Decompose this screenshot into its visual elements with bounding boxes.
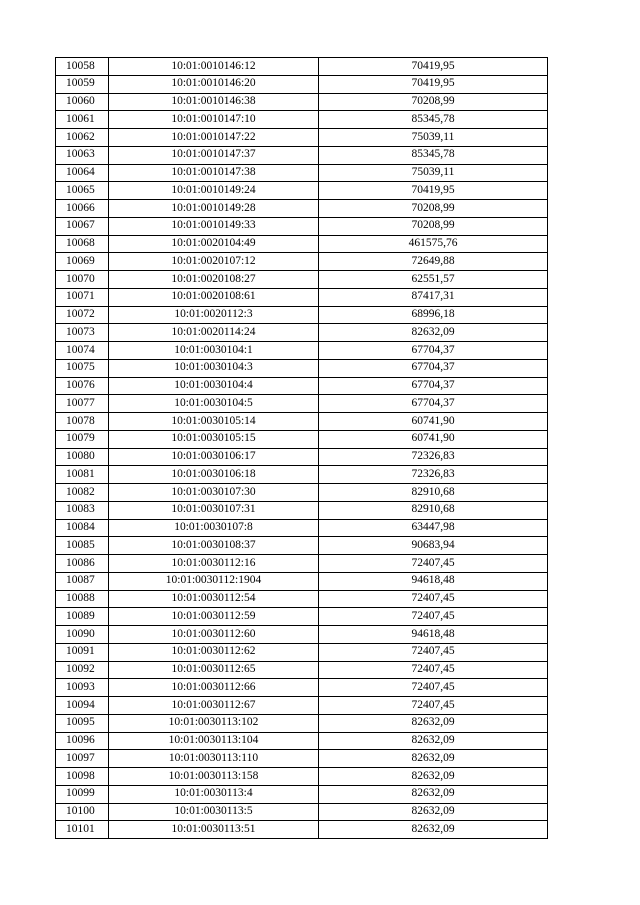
row-number-cell: 10068 [56, 235, 109, 253]
cadastral-number-cell: 10:01:0030104:3 [109, 359, 319, 377]
row-number-cell: 10088 [56, 590, 109, 608]
cadastral-number-cell: 10:01:0020108:27 [109, 271, 319, 289]
value-cell: 82632,09 [319, 803, 548, 821]
row-number-cell: 10082 [56, 484, 109, 502]
value-cell: 82632,09 [319, 732, 548, 750]
value-cell: 70419,95 [319, 58, 548, 76]
table-row [56, 519, 548, 537]
table-row [56, 501, 548, 519]
table-row [56, 750, 548, 768]
value-cell: 72407,45 [319, 697, 548, 715]
row-number-cell: 10079 [56, 430, 109, 448]
value-cell: 75039,11 [319, 164, 548, 182]
cadastral-number-cell: 10:01:0030112:66 [109, 679, 319, 697]
table-row [56, 324, 548, 342]
table-row [56, 271, 548, 289]
table-row [56, 129, 548, 147]
table-row [56, 288, 548, 306]
value-cell: 67704,37 [319, 359, 548, 377]
table-row [56, 484, 548, 502]
table-row [56, 661, 548, 679]
cadastral-number-cell: 10:01:0030112:1904 [109, 572, 319, 590]
table-row [56, 572, 548, 590]
cadastral-number-cell: 10:01:0030113:4 [109, 785, 319, 803]
cadastral-number-cell: 10:01:0030112:65 [109, 661, 319, 679]
cadastral-number-cell: 10:01:0010149:24 [109, 182, 319, 200]
value-cell: 82632,09 [319, 768, 548, 786]
cadastral-number-cell: 10:01:0030112:59 [109, 608, 319, 626]
row-number-cell: 10083 [56, 501, 109, 519]
row-number-cell: 10059 [56, 75, 109, 93]
table-row [56, 590, 548, 608]
value-cell: 68996,18 [319, 306, 548, 324]
table-row [56, 253, 548, 271]
cadastral-number-cell: 10:01:0020114:24 [109, 324, 319, 342]
value-cell: 72407,45 [319, 590, 548, 608]
table-row [56, 697, 548, 715]
cadastral-number-cell: 10:01:0030113:102 [109, 714, 319, 732]
row-number-cell: 10078 [56, 413, 109, 431]
cadastral-number-cell: 10:01:0030108:37 [109, 537, 319, 555]
table-row [56, 466, 548, 484]
row-number-cell: 10080 [56, 448, 109, 466]
cadastral-number-cell: 10:01:0020108:61 [109, 288, 319, 306]
value-cell: 70208,99 [319, 93, 548, 111]
table-row [56, 537, 548, 555]
row-number-cell: 10073 [56, 324, 109, 342]
value-cell: 62551,57 [319, 271, 548, 289]
table-row [56, 342, 548, 360]
table-row [56, 413, 548, 431]
row-number-cell: 10099 [56, 785, 109, 803]
row-number-cell: 10094 [56, 697, 109, 715]
value-cell: 461575,76 [319, 235, 548, 253]
value-cell: 72649,88 [319, 253, 548, 271]
value-cell: 85345,78 [319, 146, 548, 164]
row-number-cell: 10067 [56, 217, 109, 235]
row-number-cell: 10060 [56, 93, 109, 111]
value-cell: 70419,95 [319, 75, 548, 93]
row-number-cell: 10066 [56, 200, 109, 218]
cadastral-number-cell: 10:01:0030113:51 [109, 821, 319, 839]
row-number-cell: 10058 [56, 58, 109, 76]
value-cell: 67704,37 [319, 342, 548, 360]
row-number-cell: 10063 [56, 146, 109, 164]
table-row [56, 75, 548, 93]
value-cell: 82632,09 [319, 714, 548, 732]
cadastral-number-cell: 10:01:0010147:38 [109, 164, 319, 182]
value-cell: 70208,99 [319, 217, 548, 235]
row-number-cell: 10062 [56, 129, 109, 147]
value-cell: 60741,90 [319, 430, 548, 448]
table-row [56, 555, 548, 573]
table-row [56, 182, 548, 200]
table-row [56, 679, 548, 697]
value-cell: 67704,37 [319, 395, 548, 413]
table-row [56, 803, 548, 821]
cadastral-number-cell: 10:01:0030112:60 [109, 626, 319, 644]
cadastral-number-cell: 10:01:0030106:18 [109, 466, 319, 484]
row-number-cell: 10093 [56, 679, 109, 697]
cadastral-number-cell: 10:01:0030113:158 [109, 768, 319, 786]
cadastral-number-cell: 10:01:0030113:5 [109, 803, 319, 821]
row-number-cell: 10101 [56, 821, 109, 839]
cadastral-number-cell: 10:01:0010149:28 [109, 200, 319, 218]
value-cell: 70419,95 [319, 182, 548, 200]
table-row [56, 111, 548, 129]
cadastral-number-cell: 10:01:0010146:12 [109, 58, 319, 76]
cadastral-number-cell: 10:01:0030113:104 [109, 732, 319, 750]
cadastral-number-cell: 10:01:0020112:3 [109, 306, 319, 324]
row-number-cell: 10090 [56, 626, 109, 644]
table-row [56, 430, 548, 448]
row-number-cell: 10070 [56, 271, 109, 289]
cadastral-number-cell: 10:01:0020107:12 [109, 253, 319, 271]
value-cell: 87417,31 [319, 288, 548, 306]
cadastral-number-cell: 10:01:0010147:37 [109, 146, 319, 164]
table-row [56, 785, 548, 803]
cadastral-number-cell: 10:01:0010146:20 [109, 75, 319, 93]
value-cell: 72407,45 [319, 608, 548, 626]
cadastral-number-cell: 10:01:0010149:33 [109, 217, 319, 235]
cadastral-number-cell: 10:01:0030106:17 [109, 448, 319, 466]
row-number-cell: 10089 [56, 608, 109, 626]
row-number-cell: 10072 [56, 306, 109, 324]
cadastral-number-cell: 10:01:0030104:5 [109, 395, 319, 413]
value-cell: 72407,45 [319, 555, 548, 573]
cadastral-number-cell: 10:01:0010146:38 [109, 93, 319, 111]
table-row [56, 359, 548, 377]
cadastral-number-cell: 10:01:0030112:16 [109, 555, 319, 573]
row-number-cell: 10087 [56, 572, 109, 590]
value-cell: 63447,98 [319, 519, 548, 537]
row-number-cell: 10076 [56, 377, 109, 395]
cadastral-number-cell: 10:01:0030104:1 [109, 342, 319, 360]
row-number-cell: 10061 [56, 111, 109, 129]
row-number-cell: 10074 [56, 342, 109, 360]
value-cell: 82910,68 [319, 484, 548, 502]
value-cell: 75039,11 [319, 129, 548, 147]
table-row [56, 306, 548, 324]
table-row [56, 235, 548, 253]
cadastral-number-cell: 10:01:0030105:14 [109, 413, 319, 431]
cadastral-value-table [55, 57, 548, 839]
value-cell: 90683,94 [319, 537, 548, 555]
value-cell: 94618,48 [319, 626, 548, 644]
cadastral-number-cell: 10:01:0010147:10 [109, 111, 319, 129]
value-cell: 82910,68 [319, 501, 548, 519]
value-cell: 72326,83 [319, 466, 548, 484]
value-cell: 60741,90 [319, 413, 548, 431]
value-cell: 70208,99 [319, 200, 548, 218]
row-number-cell: 10084 [56, 519, 109, 537]
row-number-cell: 10100 [56, 803, 109, 821]
cadastral-number-cell: 10:01:0030113:110 [109, 750, 319, 768]
row-number-cell: 10075 [56, 359, 109, 377]
row-number-cell: 10097 [56, 750, 109, 768]
row-number-cell: 10065 [56, 182, 109, 200]
table-body [56, 58, 548, 839]
table-row [56, 146, 548, 164]
value-cell: 72407,45 [319, 679, 548, 697]
table-row [56, 217, 548, 235]
value-cell: 82632,09 [319, 750, 548, 768]
value-cell: 82632,09 [319, 821, 548, 839]
table-row [56, 448, 548, 466]
table-row [56, 768, 548, 786]
table-row [56, 732, 548, 750]
row-number-cell: 10096 [56, 732, 109, 750]
row-number-cell: 10069 [56, 253, 109, 271]
value-cell: 72407,45 [319, 643, 548, 661]
value-cell: 67704,37 [319, 377, 548, 395]
value-cell: 82632,09 [319, 324, 548, 342]
cadastral-number-cell: 10:01:0010147:22 [109, 129, 319, 147]
value-cell: 82632,09 [319, 785, 548, 803]
table-row [56, 608, 548, 626]
table-row [56, 93, 548, 111]
value-cell: 72407,45 [319, 661, 548, 679]
row-number-cell: 10092 [56, 661, 109, 679]
cadastral-number-cell: 10:01:0030112:62 [109, 643, 319, 661]
value-cell: 72326,83 [319, 448, 548, 466]
row-number-cell: 10098 [56, 768, 109, 786]
table-row [56, 821, 548, 839]
table-row [56, 164, 548, 182]
row-number-cell: 10091 [56, 643, 109, 661]
table-row [56, 200, 548, 218]
table-row [56, 643, 548, 661]
row-number-cell: 10086 [56, 555, 109, 573]
cadastral-number-cell: 10:01:0030104:4 [109, 377, 319, 395]
cadastral-number-cell: 10:01:0030112:54 [109, 590, 319, 608]
table-row [56, 58, 548, 76]
cadastral-number-cell: 10:01:0030105:15 [109, 430, 319, 448]
row-number-cell: 10071 [56, 288, 109, 306]
row-number-cell: 10077 [56, 395, 109, 413]
cadastral-number-cell: 10:01:0030107:30 [109, 484, 319, 502]
cadastral-number-cell: 10:01:0020104:49 [109, 235, 319, 253]
table-row [56, 626, 548, 644]
row-number-cell: 10085 [56, 537, 109, 555]
row-number-cell: 10095 [56, 714, 109, 732]
row-number-cell: 10064 [56, 164, 109, 182]
table-row [56, 395, 548, 413]
row-number-cell: 10081 [56, 466, 109, 484]
cadastral-number-cell: 10:01:0030112:67 [109, 697, 319, 715]
cadastral-number-cell: 10:01:0030107:8 [109, 519, 319, 537]
value-cell: 85345,78 [319, 111, 548, 129]
cadastral-number-cell: 10:01:0030107:31 [109, 501, 319, 519]
value-cell: 94618,48 [319, 572, 548, 590]
table-row [56, 714, 548, 732]
table-row [56, 377, 548, 395]
